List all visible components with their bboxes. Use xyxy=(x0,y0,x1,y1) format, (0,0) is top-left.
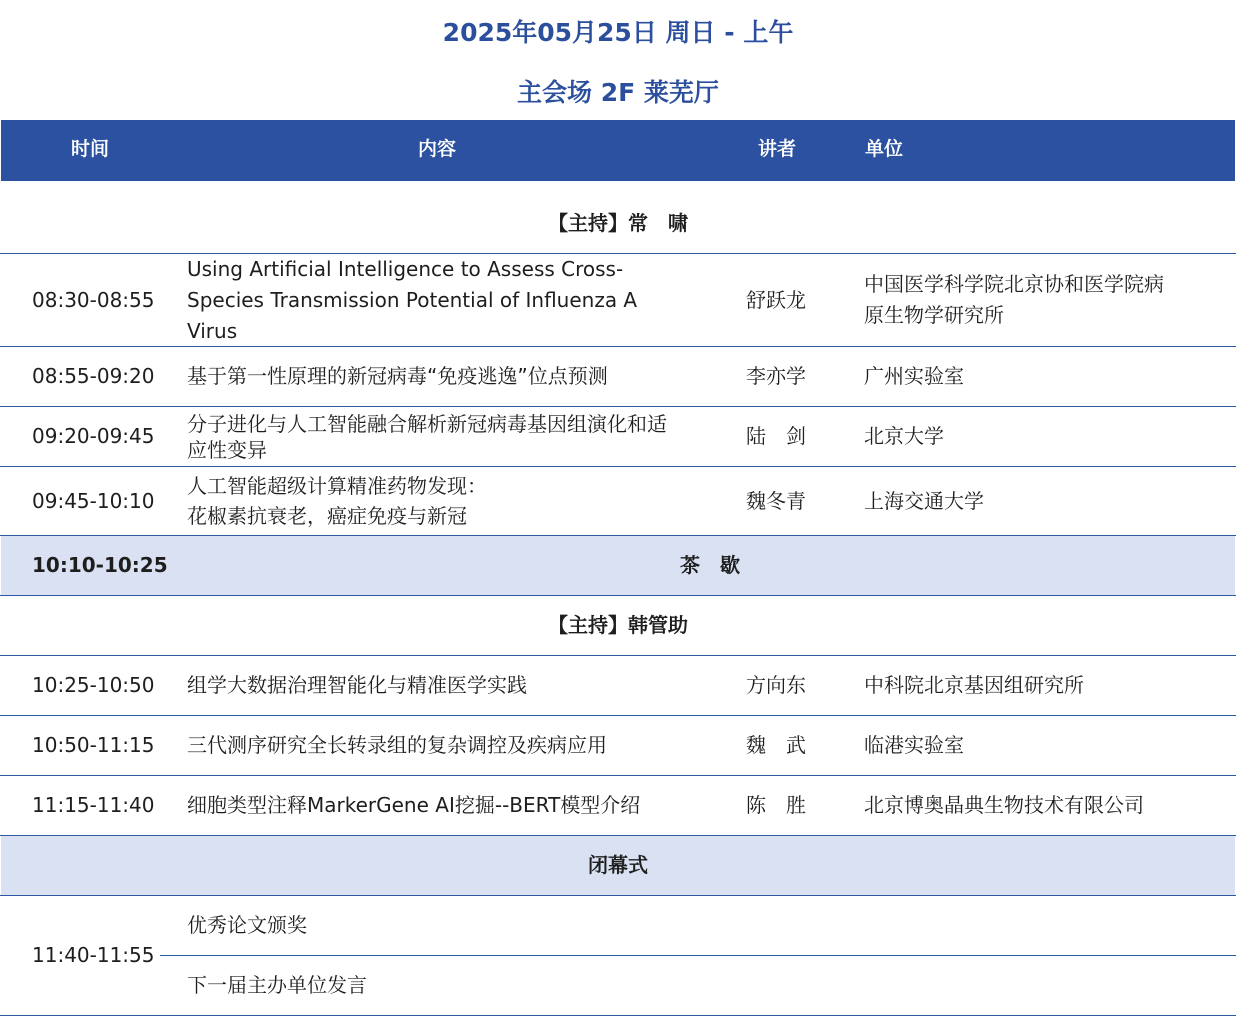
session-speaker: 舒跃龙 xyxy=(746,287,806,312)
break-label: 茶 歇 xyxy=(680,552,740,577)
session-speaker: 方向东 xyxy=(746,673,806,697)
closing-item: 下一届主办单位发言 xyxy=(187,973,367,997)
session-time: 09:20-09:45 xyxy=(32,424,155,448)
chair-label: 【主持】韩管助 xyxy=(548,613,688,637)
chair-label: 【主持】常 啸 xyxy=(548,210,688,235)
session-speaker: 李亦学 xyxy=(746,364,806,388)
session-time: 08:30-08:55 xyxy=(32,287,155,312)
session-time: 10:25-10:50 xyxy=(32,673,155,697)
session-org: 广州实验室 xyxy=(864,364,964,388)
session-title: 分子进化与人工智能融合解析新冠病毒基因组演化和适应性变异 xyxy=(187,411,667,462)
divider xyxy=(0,895,1236,896)
closing-item: 优秀论文颁奖 xyxy=(187,913,307,937)
session-org: 临港实验室 xyxy=(864,733,964,757)
session-org: 中国医学科学院北京协和医学院病原生物学研究所 xyxy=(864,272,1164,327)
session-org: 北京大学 xyxy=(864,424,944,448)
closing-label: 闭幕式 xyxy=(588,852,648,877)
session-title: Using Artificial Intelligence to Assess Cross-Species Transmission Potential of Influenza A Virus xyxy=(187,256,638,343)
session-title: 细胞类型注释MarkerGene AI挖掘--BERT模型介绍 xyxy=(187,793,641,817)
session-org: 上海交通大学 xyxy=(864,488,984,513)
closing-time: 11:40-11:55 xyxy=(32,943,155,967)
session-title: 三代测序研究全长转录组的复杂调控及疾病应用 xyxy=(187,733,607,757)
session-time: 10:50-11:15 xyxy=(32,733,155,757)
session-speaker: 魏 武 xyxy=(746,733,806,757)
header-speaker: 讲者 xyxy=(758,138,797,160)
session-time: 11:15-11:40 xyxy=(32,793,155,817)
session-speaker: 魏冬青 xyxy=(746,488,806,513)
session-org: 中科院北京基因组研究所 xyxy=(864,673,1084,697)
session-title: 人工智能超级计算精准药物发现：花椒素抗衰老，癌症免疫与新冠 xyxy=(187,474,487,528)
venue-subtitle: 主会场 2F 莱芜厅 xyxy=(517,78,719,107)
header-content: 内容 xyxy=(418,138,457,160)
session-speaker: 陈 胜 xyxy=(746,793,806,817)
session-title: 组学大数据治理智能化与精准医学实践 xyxy=(187,673,527,697)
header-org: 单位 xyxy=(865,138,904,160)
break-time: 10:10-10:25 xyxy=(32,552,168,577)
session-title: 基于第一性原理的新冠病毒“免疫逃逸”位点预测 xyxy=(187,364,608,388)
header-time: 时间 xyxy=(71,138,110,160)
session-org: 北京博奥晶典生物技术有限公司 xyxy=(864,793,1144,817)
break-row xyxy=(1,535,1235,595)
divider xyxy=(0,535,1236,536)
session-speaker: 陆 剑 xyxy=(746,424,806,448)
session-time: 08:55-09:20 xyxy=(32,364,155,388)
page-title: 2025年05月25日 周日 - 上午 xyxy=(442,18,794,47)
table-header xyxy=(1,120,1235,181)
session-time: 09:45-10:10 xyxy=(32,488,155,513)
